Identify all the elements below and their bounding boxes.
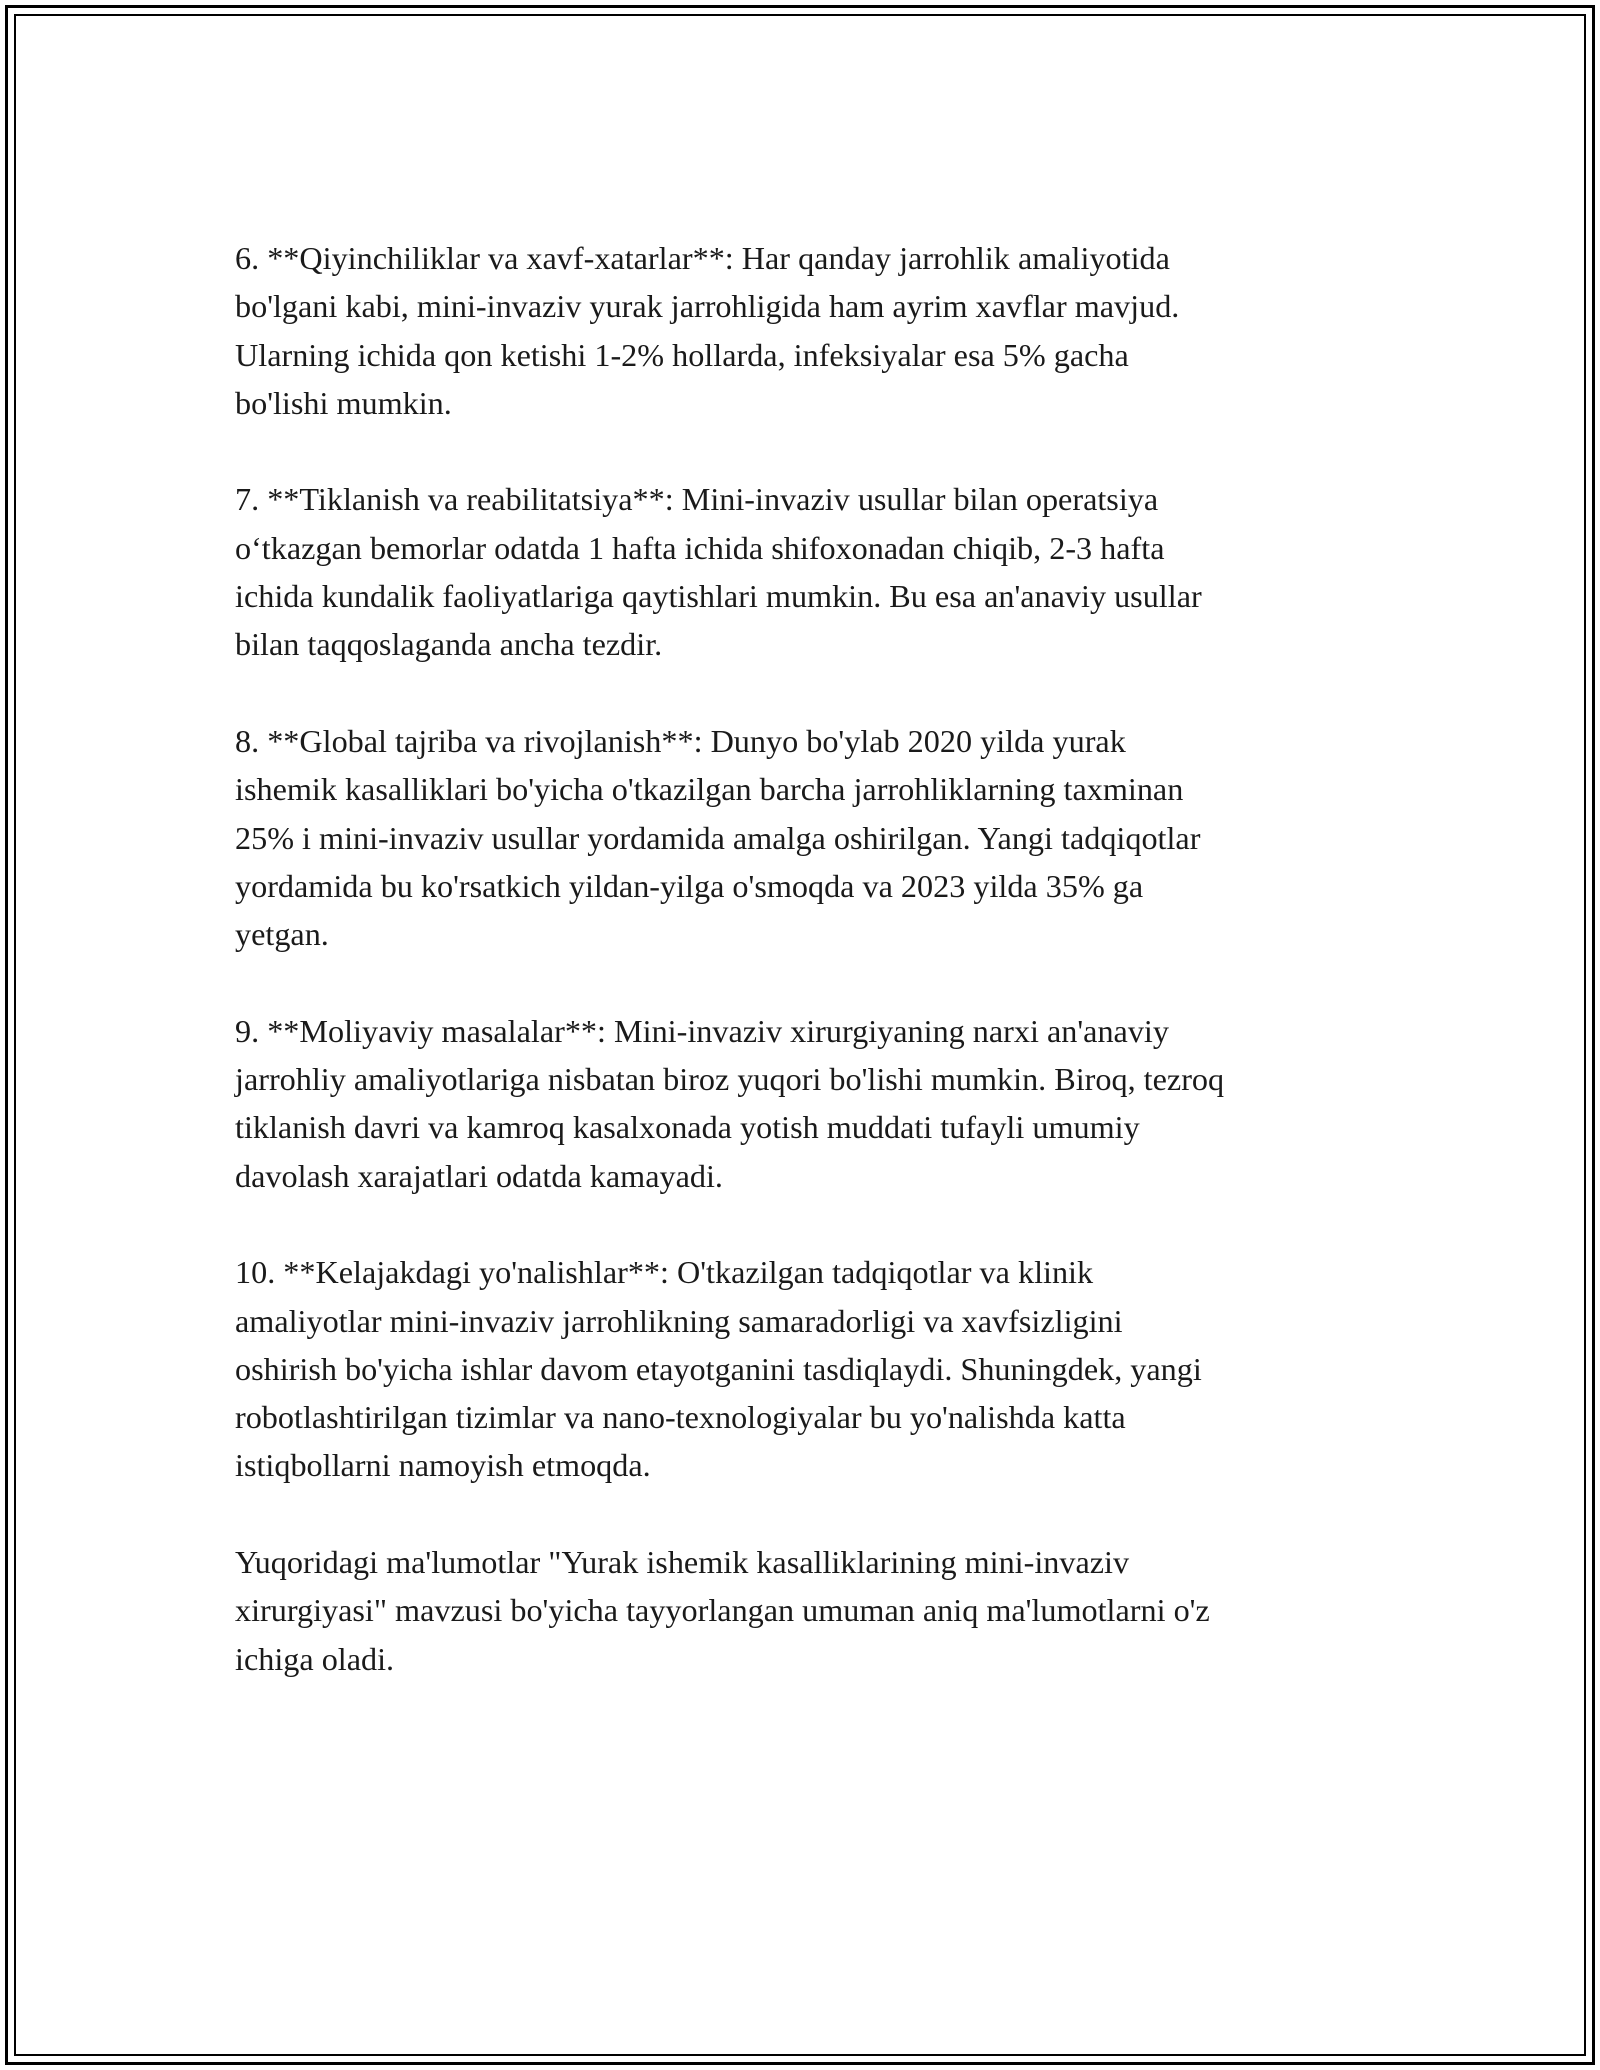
text-line: bilan taqqoslaganda ancha tezdir. bbox=[235, 626, 663, 663]
text-line: 6. **Qiyinchiliklar va xavf-xatarlar**: Har qanday jarrohlik amaliyotida bbox=[235, 240, 1170, 276]
text-line: 7. **Tiklanish va reabilitatsiya**: Mini-invaziv usullar bilan operatsiya bbox=[235, 481, 1159, 518]
text-line: xirurgiyasi" mavzusi bo'yicha tayyorlangan umuman aniq ma'lumotlarni o'z bbox=[235, 1592, 1210, 1629]
paragraph-future-directions bbox=[235, 1248, 1395, 1489]
text-line: 10. **Kelajakdagi yo'nalishlar**: O'tkazilgan tadqiqotlar va klinik bbox=[235, 1254, 1094, 1291]
text-line: bo'lishi mumkin. bbox=[235, 384, 452, 421]
paragraph-financial-issues bbox=[235, 1007, 1395, 1200]
text-line: yetgan. bbox=[235, 916, 329, 953]
text-line: o‘tkazgan bemorlar odatda 1 hafta ichida shifoxonadan chiqib, 2-3 hafta bbox=[235, 529, 1165, 566]
text-line: davolash xarajatlari odatda kamayadi. bbox=[235, 1157, 723, 1194]
paragraph-summary bbox=[235, 1538, 1395, 1683]
text-line: tiklanish davri va kamroq kasalxonada yotish muddati tufayli umumiy bbox=[235, 1109, 1140, 1146]
text-line: 9. **Moliyaviy masalalar**: Mini-invaziv xirurgiyaning narxi an'anaviy bbox=[235, 1012, 1169, 1049]
text-line: amaliyotlar mini-invaziv jarrohlikning samaradorligi va xavfsizligini bbox=[235, 1302, 1123, 1339]
text-line: ichida kundalik faoliyatlariga qaytishlari mumkin. Bu esa an'anaviy usullar bbox=[235, 578, 1202, 615]
text-line: robotlashtirilgan tizimlar va nano-texnologiyalar bu yo'nalishda katta bbox=[235, 1399, 1126, 1436]
text-line: Yuqoridagi ma'lumotlar "Yurak ishemik kasalliklarining mini-invaziv bbox=[235, 1544, 1130, 1581]
document-body bbox=[235, 234, 1395, 1731]
text-line: yordamida bu ko'rsatkich yildan-yilga o'smoqda va 2023 yilda 35% ga bbox=[235, 867, 1144, 904]
text-line: istiqbollarni namoyish etmoqda. bbox=[235, 1447, 651, 1484]
text-line: 8. **Global tajriba va rivojlanish**: Dunyo bo'ylab 2020 yilda yurak bbox=[235, 722, 1126, 759]
text-line: Ularning ichida qon ketishi 1-2% hollarda, infeksiyalar esa 5% gacha bbox=[235, 336, 1129, 373]
text-line: 25% i mini-invaziv usullar yordamida amalga oshirilgan. Yangi tadqiqotlar bbox=[235, 819, 1201, 856]
text-line: ichiga oladi. bbox=[235, 1640, 395, 1677]
text-line: bo'lgani kabi, mini-invaziv yurak jarrohligida ham ayrim xavflar mavjud. bbox=[235, 288, 1180, 325]
text-line: ishemik kasalliklari bo'yicha o'tkazilgan barcha jarrohliklarning taxminan bbox=[235, 771, 1184, 808]
paragraph-global-experience bbox=[235, 717, 1395, 958]
paragraph-recovery-rehabilitation bbox=[235, 475, 1395, 668]
paragraph-challenges-risks bbox=[235, 234, 1395, 427]
text-line: jarrohliy amaliyotlariga nisbatan biroz yuqori bo'lishi mumkin. Biroq, tezroq bbox=[235, 1061, 1225, 1098]
text-line: oshirish bo'yicha ishlar davom etayotganini tasdiqlaydi. Shuningdek, yangi bbox=[235, 1350, 1202, 1387]
